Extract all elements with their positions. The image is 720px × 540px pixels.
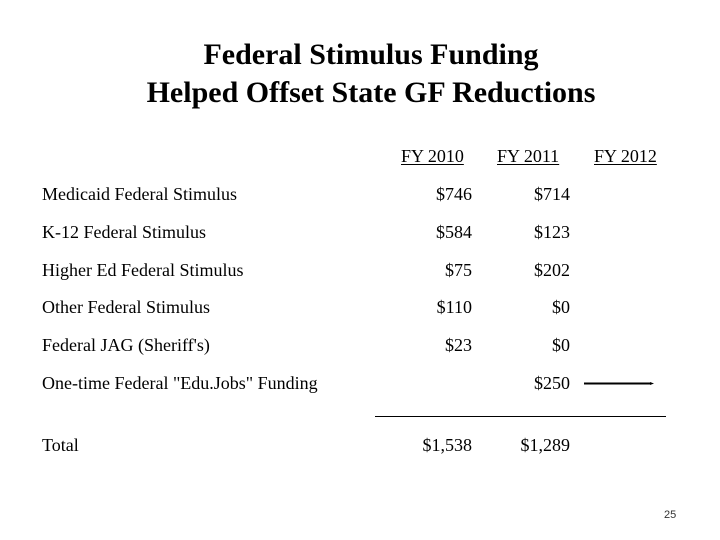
- value-fy2010-jag: $23: [445, 335, 472, 355]
- page-number: 25: [664, 509, 677, 521]
- row-label-other: Other Federal Stimulus: [42, 297, 210, 317]
- value-fy2011-higher-ed: $202: [534, 260, 570, 280]
- slide-title: [0, 36, 720, 112]
- value-fy2010-other: $110: [436, 297, 472, 317]
- row-label-k12: K-12 Federal Stimulus: [42, 222, 206, 242]
- row-label-medicaid: Medicaid Federal Stimulus: [42, 184, 237, 204]
- column-header-fy2010: FY 2010: [401, 146, 464, 166]
- value-fy2011-other: $0: [552, 297, 570, 317]
- title-line-2: Helped Offset State GF Reductions: [146, 76, 596, 109]
- value-fy2011-jag: $0: [552, 335, 570, 355]
- value-fy2010-higher-ed: $75: [445, 260, 472, 280]
- row-label-jag: Federal JAG (Sheriff's): [42, 335, 210, 355]
- value-fy2011-medicaid: $714: [534, 184, 570, 204]
- value-fy2010-total: $1,538: [422, 435, 472, 455]
- value-fy2011-k12: $123: [534, 222, 570, 242]
- column-header-fy2011: FY 2011: [497, 146, 560, 166]
- row-label-higher-ed: Higher Ed Federal Stimulus: [42, 260, 244, 280]
- value-fy2010-k12: $584: [436, 222, 472, 242]
- total-divider: [375, 416, 666, 417]
- value-fy2011-total: $1,289: [520, 435, 570, 455]
- column-header-fy2012: FY 2012: [594, 146, 657, 166]
- row-label-total: Total: [42, 435, 79, 455]
- arrow-right-icon: [584, 382, 654, 385]
- value-fy2011-edujobs: $250: [534, 373, 570, 393]
- value-fy2010-medicaid: $746: [436, 184, 472, 204]
- row-label-edujobs: One-time Federal "Edu.Jobs" Funding: [42, 373, 318, 393]
- title-line-1: Federal Stimulus Funding: [203, 38, 539, 71]
